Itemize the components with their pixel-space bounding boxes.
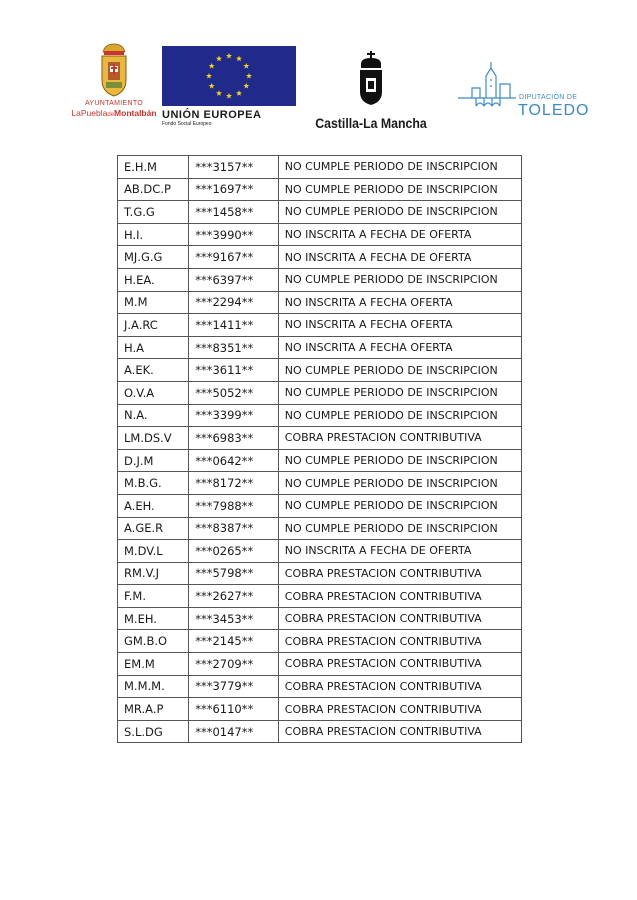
eu-star-icon bbox=[206, 73, 212, 79]
id-cell: ***1458** bbox=[189, 201, 279, 224]
table-row bbox=[118, 246, 522, 269]
reason-cell: NO CUMPLE PERIODO DE INSCRIPCION bbox=[278, 381, 521, 404]
id-cell: ***8172** bbox=[189, 472, 279, 495]
id-cell: ***6110** bbox=[189, 698, 279, 721]
reason-cell: NO INSCRITA A FECHA OFERTA bbox=[278, 336, 521, 359]
table-row bbox=[118, 494, 522, 517]
table-row bbox=[118, 178, 522, 201]
eu-star-icon bbox=[226, 93, 232, 99]
reason-cell: NO INSCRITA A FECHA OFERTA bbox=[278, 291, 521, 314]
id-cell: ***9167** bbox=[189, 246, 279, 269]
reason-cell: COBRA PRESTACION CONTRIBUTIVA bbox=[278, 562, 521, 585]
id-cell: ***3453** bbox=[189, 607, 279, 630]
initials-cell: S.L.DG bbox=[118, 720, 189, 743]
reason-cell: COBRA PRESTACION CONTRIBUTIVA bbox=[278, 698, 521, 721]
id-cell: ***2294** bbox=[189, 291, 279, 314]
diputacion-toledo-logo bbox=[456, 58, 590, 123]
coat-of-arms-icon bbox=[99, 42, 129, 98]
toledo-label: TOLEDO bbox=[518, 102, 590, 119]
id-cell: ***3990** bbox=[189, 223, 279, 246]
table-row bbox=[118, 540, 522, 563]
ayuntamiento-logo bbox=[64, 42, 164, 120]
table-row bbox=[118, 472, 522, 495]
eu-flag bbox=[162, 46, 296, 106]
initials-cell: H.EA. bbox=[118, 268, 189, 291]
clm-crest-icon bbox=[356, 50, 386, 106]
reason-cell: NO INSCRITA A FECHA DE OFERTA bbox=[278, 223, 521, 246]
initials-cell: A.EK. bbox=[118, 359, 189, 382]
table-row bbox=[118, 201, 522, 224]
eu-star-icon bbox=[226, 53, 232, 59]
reason-cell: COBRA PRESTACION CONTRIBUTIVA bbox=[278, 585, 521, 608]
table-row bbox=[118, 291, 522, 314]
reason-cell: NO CUMPLE PERIODO DE INSCRIPCION bbox=[278, 449, 521, 472]
table-row bbox=[118, 675, 522, 698]
table-row bbox=[118, 381, 522, 404]
id-cell: ***5798** bbox=[189, 562, 279, 585]
eu-star-icon bbox=[209, 83, 215, 89]
initials-cell: M.EH. bbox=[118, 607, 189, 630]
initials-cell: RM.V.J bbox=[118, 562, 189, 585]
eu-star-icon bbox=[236, 90, 242, 96]
castilla-la-mancha-logo bbox=[306, 50, 436, 131]
table-row bbox=[118, 156, 522, 179]
applicants-table-body bbox=[118, 156, 522, 743]
table-row bbox=[118, 359, 522, 382]
id-cell: ***5052** bbox=[189, 381, 279, 404]
initials-cell: MJ.G.G bbox=[118, 246, 189, 269]
eu-star-icon bbox=[209, 63, 215, 69]
table-row bbox=[118, 630, 522, 653]
id-cell: ***8387** bbox=[189, 517, 279, 540]
id-cell: ***0147** bbox=[189, 720, 279, 743]
eu-logo bbox=[162, 46, 298, 127]
id-cell: ***6397** bbox=[189, 268, 279, 291]
reason-cell: NO CUMPLE PERIODO DE INSCRIPCION bbox=[278, 268, 521, 291]
reason-cell: COBRA PRESTACION CONTRIBUTIVA bbox=[278, 427, 521, 450]
reason-cell: NO CUMPLE PERIODO DE INSCRIPCION bbox=[278, 156, 521, 179]
reason-cell: NO INSCRITA A FECHA OFERTA bbox=[278, 314, 521, 337]
initials-cell: F.M. bbox=[118, 585, 189, 608]
reason-cell: COBRA PRESTACION CONTRIBUTIVA bbox=[278, 653, 521, 676]
initials-cell: MR.A.P bbox=[118, 698, 189, 721]
table-row bbox=[118, 653, 522, 676]
ayuntamiento-label: AYUNTAMIENTO bbox=[84, 100, 144, 107]
reason-cell: NO CUMPLE PERIODO DE INSCRIPCION bbox=[278, 494, 521, 517]
initials-cell: H.I. bbox=[118, 223, 189, 246]
id-cell: ***8351** bbox=[189, 336, 279, 359]
reason-cell: NO CUMPLE PERIODO DE INSCRIPCION bbox=[278, 472, 521, 495]
table-row bbox=[118, 562, 522, 585]
table-row bbox=[118, 607, 522, 630]
initials-cell: H.A bbox=[118, 336, 189, 359]
table-row bbox=[118, 449, 522, 472]
reason-cell: COBRA PRESTACION CONTRIBUTIVA bbox=[278, 630, 521, 653]
id-cell: ***3779** bbox=[189, 675, 279, 698]
region-name: Castilla-La Mancha bbox=[315, 115, 427, 131]
table-row bbox=[118, 720, 522, 743]
id-cell: ***2627** bbox=[189, 585, 279, 608]
eu-star-icon bbox=[236, 55, 242, 61]
reason-cell: COBRA PRESTACION CONTRIBUTIVA bbox=[278, 720, 521, 743]
id-cell: ***6983** bbox=[189, 427, 279, 450]
eu-star-icon bbox=[243, 63, 249, 69]
id-cell: ***3399** bbox=[189, 404, 279, 427]
municipality-name: LaPuebladeMontalbán bbox=[71, 108, 157, 118]
initials-cell: LM.DS.V bbox=[118, 427, 189, 450]
eu-star-icon bbox=[243, 83, 249, 89]
header-logos bbox=[0, 0, 637, 135]
reason-cell: NO CUMPLE PERIODO DE INSCRIPCION bbox=[278, 517, 521, 540]
id-cell: ***2709** bbox=[189, 653, 279, 676]
id-cell: ***0642** bbox=[189, 449, 279, 472]
eu-star-icon bbox=[216, 90, 222, 96]
table-row bbox=[118, 585, 522, 608]
id-cell: ***3611** bbox=[189, 359, 279, 382]
id-cell: ***3157** bbox=[189, 156, 279, 179]
id-cell: ***7988** bbox=[189, 494, 279, 517]
initials-cell: O.V.A bbox=[118, 381, 189, 404]
initials-cell: A.EH. bbox=[118, 494, 189, 517]
table-row bbox=[118, 223, 522, 246]
reason-cell: COBRA PRESTACION CONTRIBUTIVA bbox=[278, 607, 521, 630]
eu-subtitle: Fondo Social Europeo bbox=[162, 121, 212, 127]
initials-cell: T.G.G bbox=[118, 201, 189, 224]
eu-stars-icon bbox=[162, 46, 296, 106]
diputacion-label: DIPUTACIÓN DE bbox=[519, 94, 578, 101]
initials-cell: GM.B.O bbox=[118, 630, 189, 653]
initials-cell: N.A. bbox=[118, 404, 189, 427]
id-cell: ***1697** bbox=[189, 178, 279, 201]
table-row bbox=[118, 517, 522, 540]
eu-title: UNIÓN EUROPEA bbox=[162, 109, 262, 121]
reason-cell: NO CUMPLE PERIODO DE INSCRIPCION bbox=[278, 404, 521, 427]
reason-cell: NO INSCRITA A FECHA DE OFERTA bbox=[278, 246, 521, 269]
initials-cell: M.M bbox=[118, 291, 189, 314]
table-row bbox=[118, 314, 522, 337]
applicants-table bbox=[117, 155, 522, 743]
initials-cell: E.H.M bbox=[118, 156, 189, 179]
initials-cell: M.DV.L bbox=[118, 540, 189, 563]
eu-star-icon bbox=[216, 55, 222, 61]
initials-cell: M.B.G. bbox=[118, 472, 189, 495]
eu-star-icon bbox=[246, 73, 252, 79]
table-row bbox=[118, 698, 522, 721]
initials-cell: J.A.RC bbox=[118, 314, 189, 337]
table-row bbox=[118, 268, 522, 291]
table-row bbox=[118, 404, 522, 427]
reason-cell: NO INSCRITA A FECHA DE OFERTA bbox=[278, 540, 521, 563]
initials-cell: D.J.M bbox=[118, 449, 189, 472]
initials-cell: AB.DC.P bbox=[118, 178, 189, 201]
table-row bbox=[118, 427, 522, 450]
initials-cell: A.GE.R bbox=[118, 517, 189, 540]
id-cell: ***0265** bbox=[189, 540, 279, 563]
id-cell: ***1411** bbox=[189, 314, 279, 337]
reason-cell: NO CUMPLE PERIODO DE INSCRIPCION bbox=[278, 201, 521, 224]
id-cell: ***2145** bbox=[189, 630, 279, 653]
initials-cell: M.M.M. bbox=[118, 675, 189, 698]
initials-cell: EM.M bbox=[118, 653, 189, 676]
reason-cell: COBRA PRESTACION CONTRIBUTIVA bbox=[278, 675, 521, 698]
table-row bbox=[118, 336, 522, 359]
reason-cell: NO CUMPLE PERIODO DE INSCRIPCION bbox=[278, 178, 521, 201]
reason-cell: NO CUMPLE PERIODO DE INSCRIPCION bbox=[278, 359, 521, 382]
